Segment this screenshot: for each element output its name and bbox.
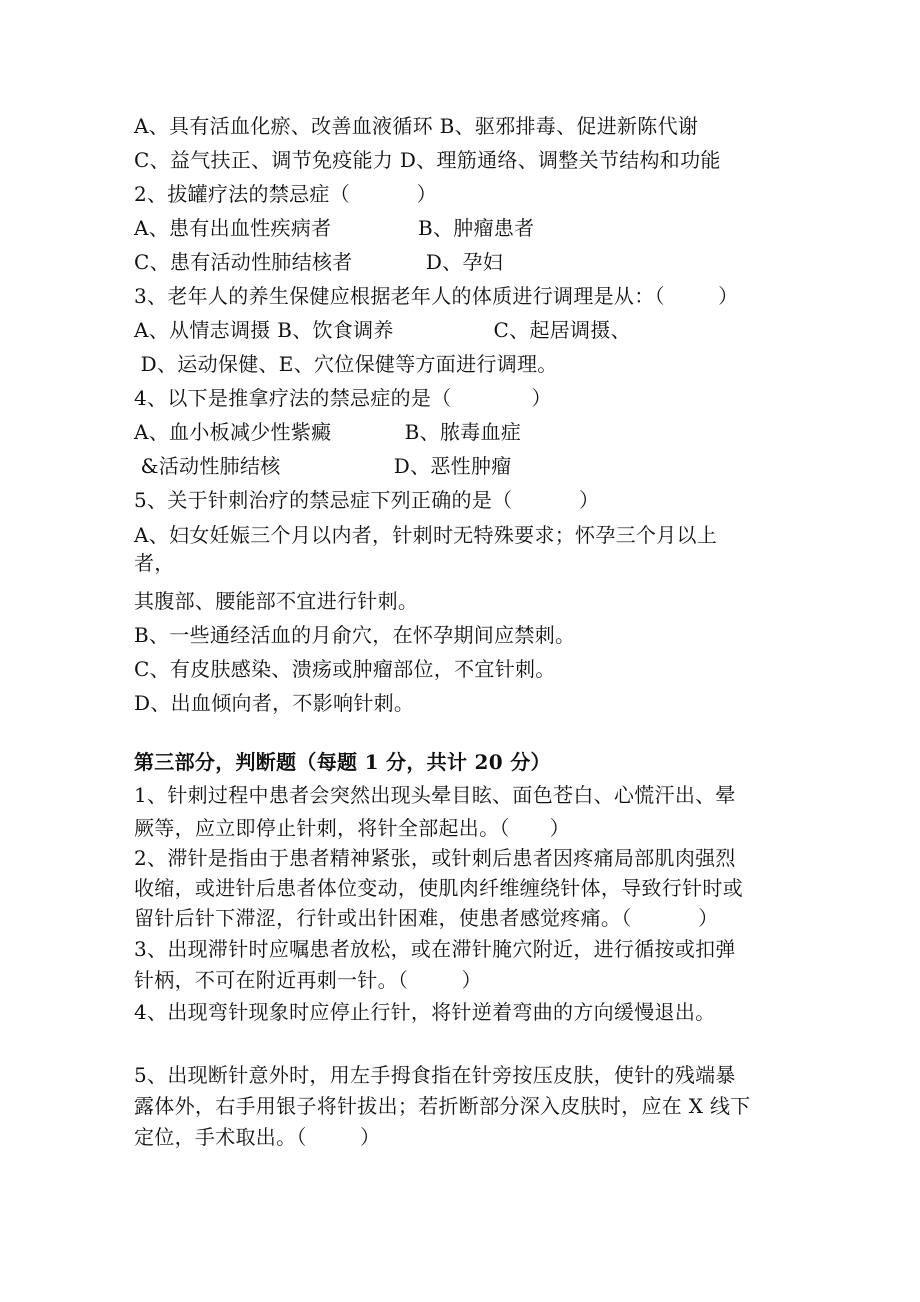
judgment-2: 2、滞针是指由于患者精神紧张，或针刺后患者因疼痛局部肌肉强烈 [134, 846, 736, 870]
text-line: C、有皮肤感染、溃疡或肿瘤部位，不宜针刺。 [134, 657, 556, 681]
question-5: 5、关于针刺治疗的禁忌症下列正确的是（ ） [134, 488, 600, 512]
question-4: 4、以下是推拿疗法的禁忌症的是（ ） [134, 386, 552, 410]
text-line: A、从情志调摄 B、饮食调养 C、起居调摄、 [134, 318, 631, 342]
text-line: 收缩，或进针后患者体位变动，使肌肉纤维缠绕针体，导致行针时或 [134, 876, 743, 900]
text-line: &活动性肺结核 D、恶性肿瘤 [134, 454, 512, 478]
text-line: 者， [134, 551, 175, 575]
text-line: 其腹部、腰能部不宜进行针刺。 [134, 589, 419, 613]
text-line: A、妇女妊娠三个月以内者，针刺时无特殊要求；怀孕三个月以上 [134, 523, 718, 547]
section-heading: 第三部分，判断题（每题 1 分，共计 20 分） [134, 750, 551, 774]
text-line: C、患有活动性肺结核者 D、孕妇 [134, 250, 504, 274]
text-line: A、患有出血性疾病者 B、肿瘤患者 [134, 216, 535, 240]
text-line: C、益气扶正、调节免疫能力 D、理筋通络、调整关节结构和功能 [134, 148, 721, 172]
text-line: 定位，手术取出。（ ） [134, 1125, 381, 1149]
text-line: 厥等，应立即停止针刺，将针全部起出。（ ） [134, 816, 570, 840]
judgment-4: 4、出现弯针现象时应停止行针，将针逆着弯曲的方向缓慢退出。 [134, 1000, 716, 1024]
text-line: D、出血倾向者，不影响针刺。 [134, 691, 415, 715]
judgment-3: 3、出现滞针时应嘱患者放松，或在滞针腌穴附近，进行循按或扣弹 [134, 937, 736, 961]
question-3: 3、老年人的养生保健应根据老年人的体质进行调理是从：（ ） [134, 284, 739, 308]
text-line: 针柄，不可在附近再刺一针。（ ） [134, 968, 482, 992]
judgment-5: 5、出现断针意外时，用左手拇食指在针旁按压皮肤，使针的残端暴 [134, 1063, 736, 1087]
text-line: 露体外，右手用银子将针拔出；若折断部分深入皮肤时，应在 X 线下 [134, 1094, 751, 1118]
text-line: A、血小板减少性紫癜 B、脓毒血症 [134, 420, 522, 444]
text-line: D、运动保健、E、穴位保健等方面进行调理。 [134, 352, 558, 376]
judgment-1: 1、针刺过程中患者会突然出现头晕目眩、面色苍白、心慌汗出、晕 [134, 783, 736, 807]
text-line: A、具有活血化瘀、改善血液循环 B、驱邪排毒、促进新陈代谢 [134, 114, 699, 138]
question-2: 2、拔罐疗法的禁忌症（ ） [134, 182, 437, 206]
text-line: 留针后针下滞涩，行针或出针困难，使患者感觉疼痛。（ ） [134, 906, 719, 930]
text-line: B、一些通经活血的月俞穴，在怀孕期间应禁刺。 [134, 623, 576, 647]
